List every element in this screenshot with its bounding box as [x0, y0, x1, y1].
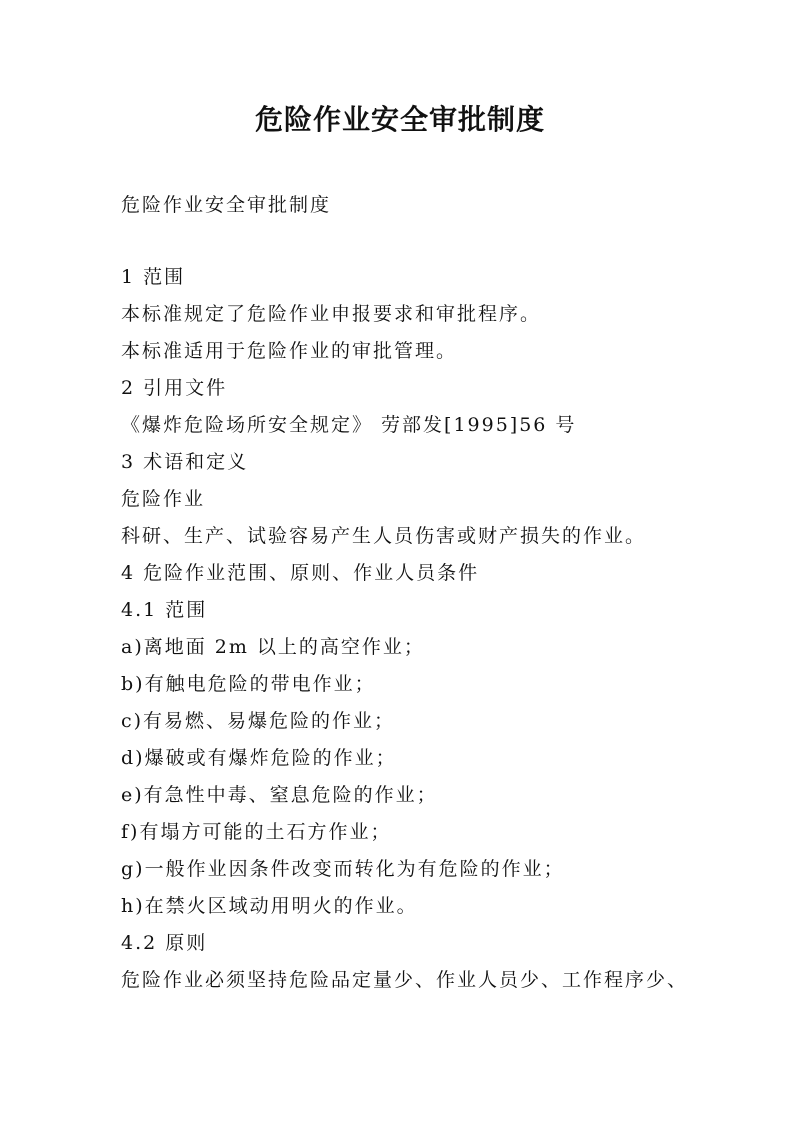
list-item: a)离地面 2m 以上的高空作业；	[121, 636, 425, 658]
document-subtitle: 危险作业安全审批制度	[121, 194, 332, 216]
list-item: e)有急性中毒、窒息危险的作业；	[121, 784, 438, 806]
list-item: f)有塌方可能的土石方作业；	[121, 821, 392, 843]
list-item: c)有易燃、易爆危险的作业；	[121, 710, 396, 732]
subsection-heading-principles: 4.2 原则	[121, 932, 208, 954]
section-heading-scope: 1 范围	[121, 266, 186, 288]
section-heading-range-principles: 4 危险作业范围、原则、作业人员条件	[121, 562, 480, 584]
list-item: h)在禁火区域动用明火的作业。	[121, 895, 418, 917]
reference-line: 《爆炸危险场所安全规定》 劳部发[1995]56 号	[121, 414, 577, 436]
definition-line: 科研、生产、试验容易产生人员伤害或财产损失的作业。	[121, 525, 647, 547]
document-body	[121, 263, 721, 1003]
paragraph-line: 危险作业必须坚持危险品定量少、作业人员少、工作程序少、	[121, 969, 689, 991]
section-heading-definitions: 3 术语和定义	[121, 451, 249, 473]
subsection-heading-range: 4.1 范围	[121, 599, 208, 621]
list-item: d)爆破或有爆炸危险的作业；	[121, 747, 397, 769]
list-item: b)有触电危险的带电作业；	[121, 673, 376, 695]
document-title: 危险作业安全审批制度	[254, 103, 545, 136]
section-heading-references: 2 引用文件	[121, 377, 228, 399]
paragraph-line: 本标准规定了危险作业申报要求和审批程序。	[121, 303, 542, 325]
list-item: g)一般作业因条件改变而转化为有危险的作业；	[121, 858, 565, 880]
term-line: 危险作业	[121, 488, 206, 510]
paragraph-line: 本标准适用于危险作业的审批管理。	[121, 340, 458, 362]
